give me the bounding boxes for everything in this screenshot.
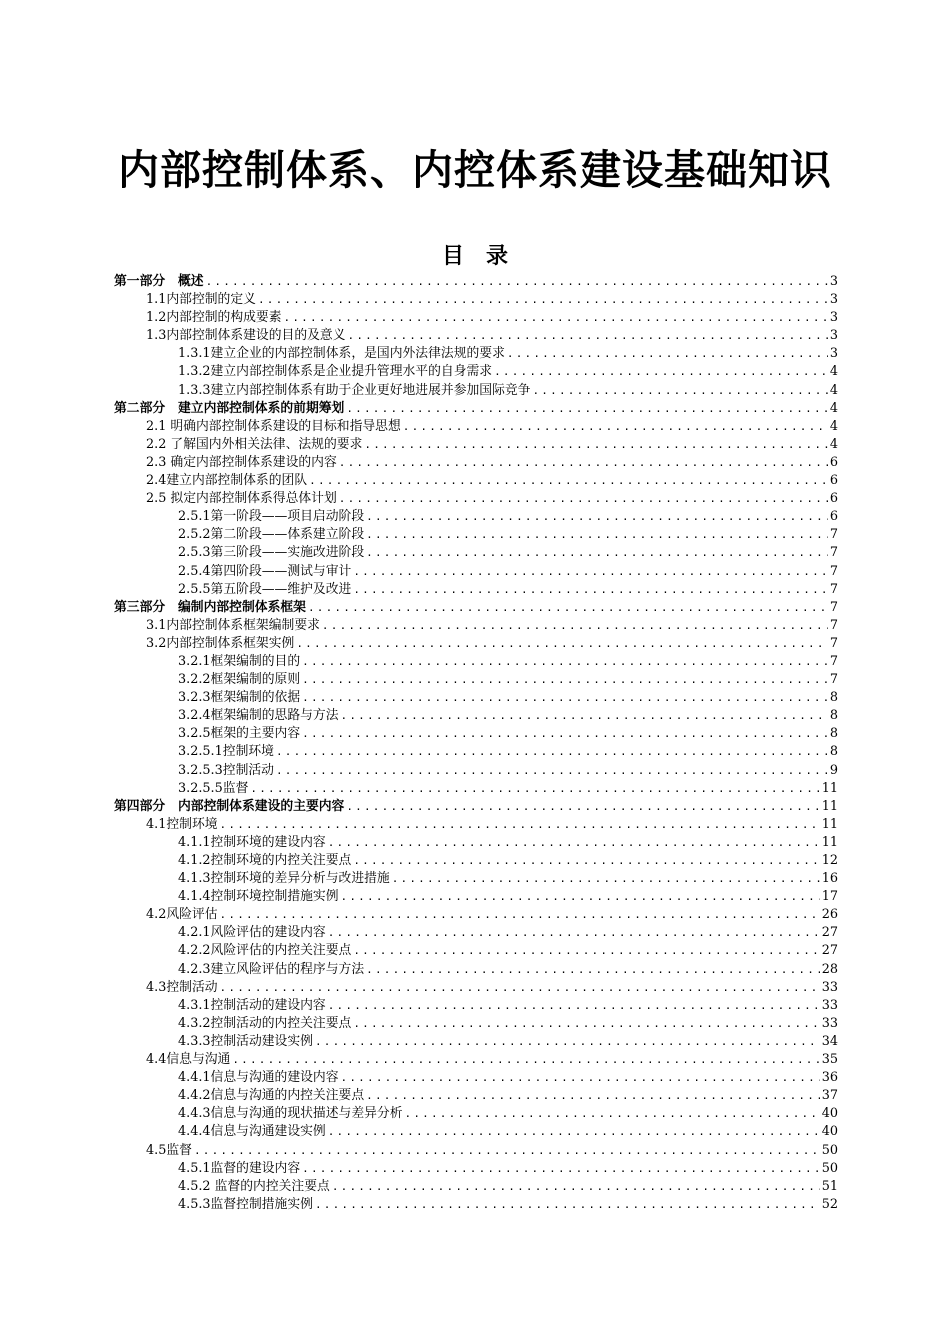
toc-dot-leader — [353, 581, 828, 599]
toc-dot-leader — [296, 635, 828, 653]
toc-subsection-entry[interactable] — [114, 526, 838, 544]
toc-entry-title: 3.2.5.1控制环境 — [178, 744, 274, 760]
toc-entry-title: 4.3控制活动 — [146, 979, 218, 995]
toc-page-number: 3 — [829, 274, 838, 289]
toc-dot-leader — [353, 563, 828, 581]
toc-section-entry[interactable] — [114, 617, 838, 635]
toc-subsection-entry[interactable] — [114, 671, 838, 689]
toc-subsection-entry[interactable] — [114, 1087, 838, 1105]
toc-page-number: 51 — [821, 1178, 838, 1194]
toc-dot-leader — [328, 834, 820, 852]
toc-page-number: 3 — [829, 346, 838, 362]
toc-dot-leader — [328, 924, 820, 942]
toc-dot-leader — [353, 942, 819, 960]
toc-dot-leader — [232, 1051, 819, 1069]
toc-dot-leader — [302, 653, 828, 671]
toc-entry-title: 1.3.1建立企业的内部控制体系，是国内外法律法规的要求 — [178, 346, 505, 362]
toc-page-number: 40 — [821, 1106, 838, 1122]
toc-entry-title: 4.1.1控制环境的建设内容 — [178, 834, 326, 850]
toc-subsection-entry[interactable] — [114, 852, 838, 870]
toc-entry-title: 1.3.2建立内部控制体系是企业提升管理水平的自身需求 — [178, 364, 493, 380]
toc-section-entry[interactable] — [114, 418, 838, 436]
toc-subsection-entry[interactable] — [114, 544, 838, 562]
toc-entry-title: 1.3内部控制体系建设的目的及意义 — [146, 328, 346, 344]
toc-dot-leader — [302, 689, 828, 707]
toc-page-number: 7 — [829, 672, 838, 688]
toc-subsection-entry[interactable] — [114, 707, 838, 725]
toc-entry-title: 2.5.5第五阶段——维护及改进 — [178, 581, 352, 597]
toc-entry-title: 第四部分 内部控制体系建设的主要内容 — [114, 798, 345, 814]
toc-dot-leader — [366, 1087, 820, 1105]
toc-page-number: 7 — [829, 617, 838, 633]
toc-page-number: 4 — [829, 436, 838, 452]
toc-dot-leader — [220, 906, 820, 924]
toc-subsection-entry[interactable] — [114, 834, 838, 852]
toc-entry-title: 4.5.2 监督的内控关注要点 — [178, 1178, 330, 1194]
toc-subsection-entry[interactable] — [114, 689, 838, 707]
toc-entry-title: 4.3.1控制活动的建设内容 — [178, 997, 326, 1013]
toc-dot-leader — [353, 852, 819, 870]
toc-subsection-entry[interactable] — [114, 725, 838, 743]
toc-dot-leader — [341, 707, 828, 725]
toc-subsection-entry[interactable] — [114, 1069, 838, 1087]
toc-page-number: 7 — [829, 527, 838, 543]
toc-page-number: 9 — [829, 762, 838, 778]
toc-page-number: 4 — [829, 400, 838, 416]
toc-subsection-entry[interactable] — [114, 1105, 838, 1123]
toc-entry-title: 3.2.4框架编制的思路与方法 — [178, 708, 339, 724]
toc-subsection-entry[interactable] — [114, 563, 838, 581]
toc-subsection-entry[interactable] — [114, 363, 838, 381]
toc-entry-title: 2.5.3第三阶段——实施改进阶段 — [178, 545, 365, 561]
toc-entry-title: 4.4.1信息与沟通的建设内容 — [178, 1070, 339, 1086]
toc-page-number: 3 — [829, 328, 838, 344]
toc-entry-title: 4.2.2风险评估的内控关注要点 — [178, 943, 352, 959]
toc-entry-title: 第二部分 建立内部控制体系的前期筹划 — [114, 400, 345, 416]
toc-entry-title: 2.5.2第二阶段——体系建立阶段 — [178, 527, 365, 543]
toc-dot-leader — [302, 1160, 820, 1178]
toc-subsection-entry[interactable] — [114, 1178, 838, 1196]
toc-entry-title: 2.2 了解国内外相关法律、法规的要求 — [146, 436, 363, 452]
toc-page-number: 27 — [821, 925, 838, 941]
toc-dot-leader — [258, 291, 828, 309]
toc-entry-title: 4.4.2信息与沟通的内控关注要点 — [178, 1088, 365, 1104]
toc-subsection-entry[interactable] — [114, 961, 838, 979]
toc-dot-leader — [532, 382, 827, 400]
toc-entry-title: 3.2.2框架编制的原则 — [178, 672, 301, 688]
toc-entry-title: 4.4信息与沟通 — [146, 1052, 231, 1068]
toc-entry-title: 3.2.1框架编制的目的 — [178, 653, 301, 669]
toc-dot-leader — [328, 997, 820, 1015]
toc-dot-leader — [308, 599, 828, 617]
toc-subsection-entry[interactable] — [114, 508, 838, 526]
toc-dot-leader — [339, 490, 828, 508]
toc-page-number: 7 — [829, 581, 838, 597]
toc-page-number: 37 — [821, 1088, 838, 1104]
toc-dot-leader — [220, 979, 820, 997]
toc-page-number: 7 — [829, 635, 838, 651]
toc-subsection-entry[interactable] — [114, 581, 838, 599]
toc-dot-leader — [405, 1105, 820, 1123]
toc-section-entry[interactable] — [114, 635, 838, 653]
toc-page-number: 50 — [821, 1142, 838, 1158]
toc-entry-title: 2.5 拟定内部控制体系得总体计划 — [146, 491, 337, 507]
toc-subsection-entry[interactable] — [114, 1160, 838, 1178]
toc-entry-title: 3.2内部控制体系框架实例 — [146, 635, 295, 651]
toc-entry-title: 4.4.4信息与沟通建设实例 — [178, 1124, 326, 1140]
toc-entry-title: 4.2风险评估 — [146, 907, 218, 923]
toc-dot-leader — [403, 418, 828, 436]
toc-entry-title: 1.1内部控制的定义 — [146, 292, 256, 308]
toc-dot-leader — [315, 1033, 820, 1051]
toc-entry-title: 2.5.1第一阶段——项目启动阶段 — [178, 509, 365, 525]
toc-subsection-entry[interactable] — [114, 1015, 838, 1033]
toc-dot-leader — [206, 273, 828, 291]
toc-entry-title: 2.4建立内部控制体系的团队 — [146, 473, 308, 489]
toc-section-entry[interactable] — [114, 454, 838, 472]
toc-section-entry[interactable] — [114, 436, 838, 454]
toc-dot-leader — [366, 508, 828, 526]
toc-page-number: 35 — [821, 1052, 838, 1068]
toc-entry-title: 3.2.5.3控制活动 — [178, 762, 274, 778]
toc-dot-leader — [284, 309, 828, 327]
toc-subsection-entry[interactable] — [114, 345, 838, 363]
toc-dot-leader — [302, 725, 828, 743]
toc-page-number: 7 — [829, 599, 838, 615]
table-of-contents — [114, 273, 838, 1214]
toc-page-number: 11 — [821, 834, 838, 850]
toc-page-number: 34 — [821, 1033, 838, 1049]
toc-page-number: 6 — [829, 491, 838, 507]
toc-page-number: 52 — [821, 1196, 838, 1212]
toc-page-number: 4 — [829, 364, 838, 380]
toc-entry-title: 4.1.2控制环境的内控关注要点 — [178, 853, 352, 868]
toc-section-entry[interactable] — [114, 816, 838, 834]
toc-dot-leader — [250, 780, 819, 798]
toc-subsection-entry[interactable] — [114, 888, 838, 906]
toc-page-number: 8 — [829, 726, 838, 742]
toc-section-entry[interactable] — [114, 472, 838, 490]
toc-part-entry[interactable] — [114, 798, 838, 816]
toc-dot-leader — [494, 363, 828, 381]
toc-dot-leader — [276, 762, 828, 780]
toc-section-entry[interactable] — [114, 906, 838, 924]
toc-entry-title: 4.3.3控制活动建设实例 — [178, 1033, 313, 1049]
toc-dot-leader — [346, 400, 828, 418]
toc-page-number: 7 — [829, 545, 838, 561]
toc-part-entry[interactable] — [114, 400, 838, 418]
toc-subsection-entry[interactable] — [114, 382, 838, 400]
toc-page-number: 8 — [829, 708, 838, 724]
toc-entry-title: 2.3 确定内部控制体系建设的内容 — [146, 454, 337, 470]
toc-page-number: 11 — [821, 780, 838, 796]
toc-dot-leader — [328, 1123, 820, 1141]
toc-page-number: 33 — [821, 997, 838, 1013]
toc-dot-leader — [366, 526, 828, 544]
toc-subsection-entry[interactable] — [114, 997, 838, 1015]
document-title: 内部控制体系、内控体系建设基础知识 — [118, 146, 832, 194]
toc-dot-leader — [276, 743, 828, 761]
toc-entry-title: 3.1内部控制体系框架编制要求 — [146, 617, 320, 633]
toc-entry-title: 1.2内部控制的构成要素 — [146, 310, 282, 326]
toc-subsection-entry[interactable] — [114, 653, 838, 671]
toc-page-number: 3 — [829, 310, 838, 326]
toc-dot-leader — [322, 617, 828, 635]
toc-subsection-entry[interactable] — [114, 942, 838, 960]
toc-entry-title: 4.5监督 — [146, 1142, 192, 1158]
toc-dot-leader — [341, 888, 820, 906]
toc-entry-title: 1.3.3建立内部控制体系有助于企业更好地进展并参加国际竞争 — [178, 382, 531, 398]
toc-section-entry[interactable] — [114, 1142, 838, 1160]
toc-section-entry[interactable] — [114, 327, 838, 345]
toc-dot-leader — [392, 870, 820, 888]
toc-subsection-entry[interactable] — [114, 780, 838, 798]
toc-page-number: 4 — [829, 382, 838, 398]
toc-dot-leader — [332, 1178, 820, 1196]
toc-entry-title: 3.2.3框架编制的依据 — [178, 690, 301, 706]
toc-section-entry[interactable] — [114, 979, 838, 997]
toc-entry-title: 2.5.4第四阶段——测试与审计 — [178, 563, 352, 579]
toc-dot-leader — [194, 1142, 820, 1160]
toc-entry-title: 4.3.2控制活动的内控关注要点 — [178, 1015, 352, 1031]
toc-entry-title: 4.4.3信息与沟通的现状描述与差异分析 — [178, 1106, 403, 1122]
toc-page-number: 12 — [821, 853, 838, 868]
toc-section-entry[interactable] — [114, 1051, 838, 1069]
toc-section-entry[interactable] — [114, 490, 838, 508]
toc-page-number: 17 — [821, 889, 838, 905]
toc-dot-leader — [366, 961, 820, 979]
toc-page-number: 50 — [821, 1160, 838, 1176]
toc-page-number: 26 — [821, 907, 838, 923]
toc-entry-title: 4.1.3控制环境的差异分析与改进措施 — [178, 871, 390, 887]
toc-part-entry[interactable] — [114, 273, 838, 291]
toc-page-number: 6 — [829, 509, 838, 525]
toc-entry-title: 4.2.3建立风险评估的程序与方法 — [178, 961, 365, 977]
toc-entry-title: 4.5.1监督的建设内容 — [178, 1160, 301, 1176]
toc-subsection-entry[interactable] — [114, 870, 838, 888]
toc-entry-title: 3.2.5.5监督 — [178, 780, 249, 796]
toc-subsection-entry[interactable] — [114, 762, 838, 780]
toc-dot-leader — [341, 1069, 820, 1087]
toc-dot-leader — [302, 671, 828, 689]
toc-dot-leader — [309, 472, 828, 490]
toc-page-number: 16 — [821, 871, 838, 887]
toc-subsection-entry[interactable] — [114, 1033, 838, 1051]
toc-dot-leader — [348, 327, 828, 345]
toc-page-number: 8 — [829, 690, 838, 706]
toc-page-number: 11 — [821, 816, 838, 832]
toc-dot-leader — [507, 345, 828, 363]
toc-page-number: 28 — [821, 961, 838, 977]
toc-dot-leader — [315, 1196, 820, 1214]
toc-entry-title: 4.1.4控制环境控制措施实例 — [178, 889, 339, 905]
toc-page-number: 6 — [829, 473, 838, 489]
toc-page-number: 36 — [821, 1070, 838, 1086]
toc-page-number: 11 — [821, 798, 838, 814]
toc-page-number: 7 — [829, 563, 838, 579]
toc-page-number: 3 — [829, 292, 838, 308]
toc-dot-leader — [366, 544, 828, 562]
toc-section-entry[interactable] — [114, 309, 838, 327]
toc-subsection-entry[interactable] — [114, 743, 838, 761]
toc-entry-title: 3.2.5框架的主要内容 — [178, 726, 301, 742]
toc-part-entry[interactable] — [114, 599, 838, 617]
toc-section-entry[interactable] — [114, 291, 838, 309]
toc-dot-leader — [339, 454, 828, 472]
toc-page-number: 27 — [821, 943, 838, 959]
toc-entry-title: 第三部分 编制内部控制体系框架 — [114, 599, 306, 615]
toc-dot-leader — [346, 798, 819, 816]
toc-entry-title: 4.2.1风险评估的建设内容 — [178, 925, 326, 941]
toc-page-number: 6 — [829, 454, 838, 470]
toc-subsection-entry[interactable] — [114, 1196, 838, 1214]
toc-dot-leader — [220, 816, 820, 834]
toc-page-number: 33 — [821, 1015, 838, 1031]
toc-page-number: 7 — [829, 653, 838, 669]
toc-page-number: 33 — [821, 979, 838, 995]
toc-entry-title: 4.5.3监督控制措施实例 — [178, 1196, 313, 1212]
toc-subsection-entry[interactable] — [114, 1123, 838, 1141]
toc-page-number: 4 — [829, 418, 838, 434]
toc-page-number: 40 — [821, 1124, 838, 1140]
toc-entry-title: 第一部分 概述 — [114, 274, 204, 289]
toc-subsection-entry[interactable] — [114, 924, 838, 942]
toc-heading: 目 录 — [441, 244, 508, 269]
toc-dot-leader — [353, 1015, 819, 1033]
toc-entry-title: 4.1控制环境 — [146, 816, 218, 832]
toc-entry-title: 2.1 明确内部控制体系建设的目标和指导思想 — [146, 418, 401, 434]
toc-page-number: 8 — [829, 744, 838, 760]
toc-dot-leader — [364, 436, 827, 454]
